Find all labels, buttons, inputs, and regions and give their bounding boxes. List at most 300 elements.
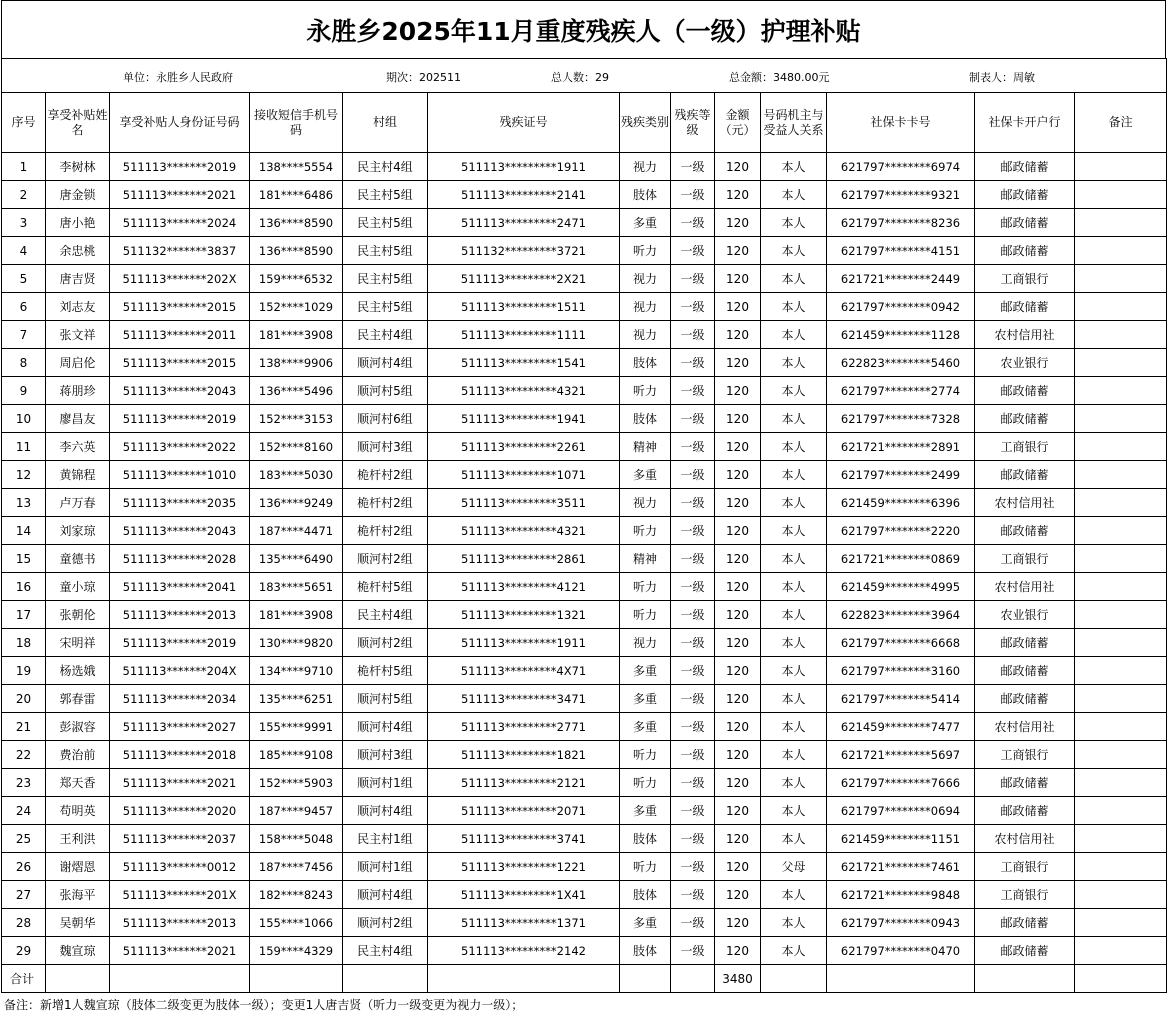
cell-amount: 120 [715,573,761,601]
cell-disability-cert: 511113*********2141 [428,181,620,209]
table-row [2,881,1167,909]
cell-amount: 120 [715,209,761,237]
cell-remark [1075,181,1167,209]
cell-relation: 本人 [761,517,827,545]
cell-card-number: 621797********2774 [827,377,975,405]
table-row [2,573,1167,601]
cell-name: 童德书 [46,545,110,573]
cell-village: 顺河村3组 [343,741,428,769]
cell-amount: 120 [715,349,761,377]
header-remark: 备注 [1075,93,1167,153]
cell-disability-cert: 511113*********3741 [428,825,620,853]
cell-index: 19 [2,657,46,685]
cell-disability-level: 一级 [671,293,715,321]
cell-id-number: 511113*******2041 [110,573,250,601]
cell-disability-cert: 511113*********1371 [428,909,620,937]
cell-disability-level: 一级 [671,433,715,461]
cell-relation: 本人 [761,769,827,797]
cell-phone: 152****1029 [250,293,343,321]
table-row [2,433,1167,461]
cell-phone: 183****5651 [250,573,343,601]
table-row [2,601,1167,629]
cell-village: 民主村4组 [343,937,428,965]
cell-relation: 本人 [761,685,827,713]
cell-disability-level: 一级 [671,545,715,573]
cell-index: 1 [2,153,46,181]
table-row [2,461,1167,489]
cell-disability-level: 一级 [671,853,715,881]
cell-disability-type: 听力 [620,601,671,629]
cell-remark [1075,237,1167,265]
report-title: 永胜乡2025年11月重度残疾人（一级）护理补贴 [1,0,1166,58]
cell-disability-cert: 511113*********1821 [428,741,620,769]
cell-disability-type: 肢体 [620,937,671,965]
cell-amount: 120 [715,909,761,937]
cell-bank: 邮政储蓄 [975,377,1075,405]
cell-bank: 农村信用社 [975,713,1075,741]
table-row [2,797,1167,825]
table-row [2,489,1167,517]
cell-phone: 187****9457 [250,797,343,825]
cell-phone: 135****6490 [250,545,343,573]
header-index: 序号 [2,93,46,153]
table-row [2,909,1167,937]
cell-bank: 农村信用社 [975,321,1075,349]
cell-index: 6 [2,293,46,321]
table-row [2,181,1167,209]
cell-id-number: 511113*******0012 [110,853,250,881]
cell-phone: 187****4471 [250,517,343,545]
cell-amount: 120 [715,937,761,965]
cell-disability-cert: 511113*********4321 [428,517,620,545]
cell-bank: 工商银行 [975,545,1075,573]
cell-remark [1075,405,1167,433]
cell-index: 5 [2,265,46,293]
unit-info: 单位：永胜乡人民政府 [123,71,233,84]
cell-relation: 本人 [761,433,827,461]
cell-index: 3 [2,209,46,237]
cell-bank: 工商银行 [975,853,1075,881]
cell-phone: 155****9991 [250,713,343,741]
cell-remark [1075,321,1167,349]
cell-village: 顺河村5组 [343,685,428,713]
cell-id-number: 511113*******2019 [110,405,250,433]
cell-amount: 120 [715,769,761,797]
cell-bank: 邮政储蓄 [975,937,1075,965]
cell-disability-type: 肢体 [620,881,671,909]
cell-relation: 本人 [761,349,827,377]
table-row [2,237,1167,265]
cell-village: 顺河村1组 [343,853,428,881]
cell-name: 唐金锁 [46,181,110,209]
cell-id-number: 511113*******2043 [110,377,250,405]
cell-id-number: 511113*******2018 [110,741,250,769]
cell-phone: 136****9249 [250,489,343,517]
cell-bank: 邮政储蓄 [975,657,1075,685]
cell-disability-level: 一级 [671,741,715,769]
cell-disability-type: 肢体 [620,349,671,377]
cell-card-number: 621721********7461 [827,853,975,881]
table-row [2,517,1167,545]
cell-card-number: 621459********7477 [827,713,975,741]
cell-card-number: 621459********1151 [827,825,975,853]
cell-remark [1075,433,1167,461]
table-row [2,657,1167,685]
cell-bank: 邮政储蓄 [975,629,1075,657]
cell-id-number: 511113*******2027 [110,713,250,741]
cell-bank: 工商银行 [975,265,1075,293]
cell-remark [1075,853,1167,881]
cell-disability-cert: 511113*********1111 [428,321,620,349]
cell-disability-level: 一级 [671,825,715,853]
total-amount-info: 总金额：3480.00元 [729,71,830,84]
cell-id-number: 511113*******2015 [110,349,250,377]
cell-name: 杨选娥 [46,657,110,685]
cell-relation: 本人 [761,265,827,293]
cell-card-number: 621721********0869 [827,545,975,573]
cell-bank: 工商银行 [975,433,1075,461]
cell-remark [1075,657,1167,685]
table-row [2,209,1167,237]
cell-disability-type: 多重 [620,657,671,685]
table-row [2,937,1167,965]
cell-disability-level: 一级 [671,797,715,825]
cell-amount: 120 [715,405,761,433]
cell-village: 顺河村5组 [343,377,428,405]
table-row [2,713,1167,741]
subsidy-table [1,58,1167,993]
cell-phone: 152****5903 [250,769,343,797]
header-id-number: 享受补贴人身份证号码 [110,93,250,153]
cell-remark [1075,741,1167,769]
cell-disability-cert: 511113*********4X71 [428,657,620,685]
table-row [2,825,1167,853]
cell-bank: 工商银行 [975,881,1075,909]
maker-info: 制表人：周敏 [969,71,1035,84]
cell-index: 28 [2,909,46,937]
cell-disability-cert: 511113*********2861 [428,545,620,573]
cell-card-number: 621797********8236 [827,209,975,237]
cell-card-number: 622823********3964 [827,601,975,629]
cell-name: 廖昌友 [46,405,110,433]
cell-card-number: 621797********2220 [827,517,975,545]
header-row [2,93,1167,153]
cell-index: 29 [2,937,46,965]
cell-village: 顺河村6组 [343,405,428,433]
cell-remark [1075,685,1167,713]
cell-amount: 120 [715,377,761,405]
cell-phone: 136****8590 [250,237,343,265]
cell-relation: 父母 [761,853,827,881]
cell-card-number: 621797********9321 [827,181,975,209]
cell-relation: 本人 [761,573,827,601]
cell-bank: 农业银行 [975,349,1075,377]
cell-index: 21 [2,713,46,741]
cell-relation: 本人 [761,825,827,853]
cell-index: 23 [2,769,46,797]
cell-remark [1075,797,1167,825]
cell-remark [1075,601,1167,629]
cell-index: 18 [2,629,46,657]
cell-disability-cert: 511113*********1911 [428,629,620,657]
cell-name: 余忠桃 [46,237,110,265]
cell-id-number: 511113*******202X [110,265,250,293]
cell-card-number: 621721********2449 [827,265,975,293]
header-bank: 社保卡开户行 [975,93,1075,153]
cell-name: 刘家琼 [46,517,110,545]
cell-remark [1075,209,1167,237]
info-row [2,59,1167,93]
cell-phone: 181****3908 [250,601,343,629]
cell-bank: 邮政储蓄 [975,293,1075,321]
cell-amount: 120 [715,153,761,181]
cell-name: 费治前 [46,741,110,769]
cell-relation: 本人 [761,601,827,629]
cell-remark [1075,573,1167,601]
cell-index: 9 [2,377,46,405]
cell-disability-cert: 511113*********2142 [428,937,620,965]
cell-disability-type: 视力 [620,629,671,657]
cell-disability-level: 一级 [671,405,715,433]
cell-index: 22 [2,741,46,769]
cell-card-number: 621459********6396 [827,489,975,517]
cell-bank: 邮政储蓄 [975,909,1075,937]
cell-disability-type: 精神 [620,433,671,461]
cell-bank: 邮政储蓄 [975,797,1075,825]
cell-name: 魏宣琼 [46,937,110,965]
cell-bank: 邮政储蓄 [975,237,1075,265]
cell-amount: 120 [715,713,761,741]
cell-id-number: 511113*******2011 [110,321,250,349]
cell-relation: 本人 [761,741,827,769]
cell-disability-level: 一级 [671,489,715,517]
cell-phone: 159****6532 [250,265,343,293]
cell-disability-cert: 511113*********2261 [428,433,620,461]
cell-card-number: 621459********1128 [827,321,975,349]
cell-disability-type: 视力 [620,153,671,181]
cell-disability-cert: 511113*********1941 [428,405,620,433]
table-body [2,153,1167,965]
cell-disability-level: 一级 [671,377,715,405]
report-sheet [1,0,1166,993]
cell-disability-level: 一级 [671,153,715,181]
cell-disability-type: 视力 [620,489,671,517]
cell-village: 民主村4组 [343,153,428,181]
cell-id-number: 511113*******2021 [110,769,250,797]
cell-phone: 158****5048 [250,825,343,853]
cell-amount: 120 [715,797,761,825]
cell-card-number: 621797********2499 [827,461,975,489]
cell-disability-cert: 511113*********1911 [428,153,620,181]
cell-card-number: 621459********4995 [827,573,975,601]
cell-disability-level: 一级 [671,461,715,489]
cell-phone: 159****4329 [250,937,343,965]
cell-disability-cert: 511113*********1541 [428,349,620,377]
cell-remark [1075,629,1167,657]
cell-index: 8 [2,349,46,377]
cell-remark [1075,265,1167,293]
cell-name: 王利洪 [46,825,110,853]
cell-bank: 农业银行 [975,601,1075,629]
cell-phone: 138****5554 [250,153,343,181]
cell-remark [1075,349,1167,377]
cell-disability-type: 听力 [620,237,671,265]
cell-bank: 工商银行 [975,741,1075,769]
cell-disability-type: 视力 [620,293,671,321]
cell-disability-level: 一级 [671,517,715,545]
cell-disability-cert: 511113*********1071 [428,461,620,489]
cell-phone: 138****9906 [250,349,343,377]
table-row [2,405,1167,433]
cell-id-number: 511113*******2013 [110,601,250,629]
cell-village: 桅杆村2组 [343,461,428,489]
cell-village: 民主村1组 [343,825,428,853]
cell-card-number: 621797********0470 [827,937,975,965]
cell-village: 顺河村4组 [343,881,428,909]
cell-id-number: 511113*******2013 [110,909,250,937]
cell-disability-type: 视力 [620,321,671,349]
cell-disability-cert: 511113*********2071 [428,797,620,825]
cell-name: 谢熠恩 [46,853,110,881]
cell-name: 唐小艳 [46,209,110,237]
cell-village: 顺河村2组 [343,545,428,573]
cell-disability-level: 一级 [671,713,715,741]
cell-phone: 182****8243 [250,881,343,909]
cell-amount: 120 [715,825,761,853]
cell-card-number: 621797********0942 [827,293,975,321]
cell-amount: 120 [715,657,761,685]
cell-relation: 本人 [761,209,827,237]
cell-disability-cert: 511113*********1511 [428,293,620,321]
header-card-number: 社保卡卡号 [827,93,975,153]
header-phone: 接收短信手机号码 [250,93,343,153]
cell-name: 苟明英 [46,797,110,825]
cell-name: 吴朝华 [46,909,110,937]
cell-index: 24 [2,797,46,825]
cell-remark [1075,825,1167,853]
cell-disability-cert: 511113*********3511 [428,489,620,517]
cell-phone: 134****9710 [250,657,343,685]
cell-relation: 本人 [761,909,827,937]
cell-index: 10 [2,405,46,433]
cell-relation: 本人 [761,181,827,209]
cell-disability-level: 一级 [671,685,715,713]
cell-name: 张海平 [46,881,110,909]
cell-relation: 本人 [761,377,827,405]
cell-disability-type: 听力 [620,741,671,769]
cell-name: 卢万春 [46,489,110,517]
cell-disability-type: 多重 [620,685,671,713]
cell-relation: 本人 [761,797,827,825]
cell-amount: 120 [715,433,761,461]
cell-relation: 本人 [761,545,827,573]
header-disability-type: 残疾类别 [620,93,671,153]
cell-bank: 邮政储蓄 [975,209,1075,237]
cell-index: 16 [2,573,46,601]
cell-village: 民主村5组 [343,293,428,321]
cell-disability-cert: 511113*********1221 [428,853,620,881]
cell-disability-cert: 511113*********2471 [428,209,620,237]
cell-amount: 120 [715,545,761,573]
cell-village: 顺河村4组 [343,713,428,741]
cell-card-number: 621797********6668 [827,629,975,657]
table-row [2,629,1167,657]
cell-disability-level: 一级 [671,601,715,629]
cell-amount: 120 [715,629,761,657]
cell-name: 李六英 [46,433,110,461]
cell-phone: 135****6251 [250,685,343,713]
cell-card-number: 621797********7328 [827,405,975,433]
table-row [2,741,1167,769]
cell-id-number: 511113*******2020 [110,797,250,825]
cell-remark [1075,489,1167,517]
cell-disability-level: 一级 [671,237,715,265]
cell-disability-cert: 511113*********4121 [428,573,620,601]
cell-disability-type: 肢体 [620,181,671,209]
cell-phone: 152****8160 [250,433,343,461]
header-disability-cert: 残疾证号 [428,93,620,153]
cell-id-number: 511113*******2028 [110,545,250,573]
cell-index: 25 [2,825,46,853]
cell-amount: 120 [715,601,761,629]
cell-index: 12 [2,461,46,489]
cell-remark [1075,713,1167,741]
cell-amount: 120 [715,321,761,349]
cell-name: 黄锦程 [46,461,110,489]
cell-disability-type: 听力 [620,573,671,601]
cell-name: 李树林 [46,153,110,181]
total-label: 合计 [2,965,46,993]
footnote: 备注：新增1人魏宣琼（肢体二级变更为肢体一级）；变更1人唐吉贤（听力一级变更为视力一级）； [4,998,524,1012]
total-people-info: 总人数：29 [551,71,609,84]
cell-phone: 136****8590 [250,209,343,237]
cell-disability-level: 一级 [671,265,715,293]
cell-name: 张文祥 [46,321,110,349]
cell-disability-type: 视力 [620,265,671,293]
cell-disability-level: 一级 [671,181,715,209]
cell-disability-type: 多重 [620,909,671,937]
cell-card-number: 621721********5697 [827,741,975,769]
total-amount-cell: 3480 [715,965,761,993]
cell-amount: 120 [715,685,761,713]
cell-bank: 邮政储蓄 [975,769,1075,797]
cell-index: 15 [2,545,46,573]
cell-relation: 本人 [761,629,827,657]
cell-relation: 本人 [761,657,827,685]
cell-relation: 本人 [761,881,827,909]
cell-index: 17 [2,601,46,629]
cell-index: 26 [2,853,46,881]
cell-id-number: 511113*******2019 [110,629,250,657]
header-amount: 金额（元） [715,93,761,153]
cell-id-number: 511113*******2021 [110,937,250,965]
cell-relation: 本人 [761,321,827,349]
table-row [2,377,1167,405]
cell-disability-level: 一级 [671,629,715,657]
cell-disability-level: 一级 [671,209,715,237]
cell-remark [1075,461,1167,489]
cell-card-number: 621721********2891 [827,433,975,461]
cell-remark [1075,909,1167,937]
cell-disability-level: 一级 [671,937,715,965]
cell-id-number: 511132*******3837 [110,237,250,265]
cell-disability-type: 听力 [620,377,671,405]
cell-name: 彭淑容 [46,713,110,741]
table-row [2,769,1167,797]
cell-card-number: 621797********6974 [827,153,975,181]
cell-village: 民主村5组 [343,209,428,237]
cell-card-number: 621797********5414 [827,685,975,713]
